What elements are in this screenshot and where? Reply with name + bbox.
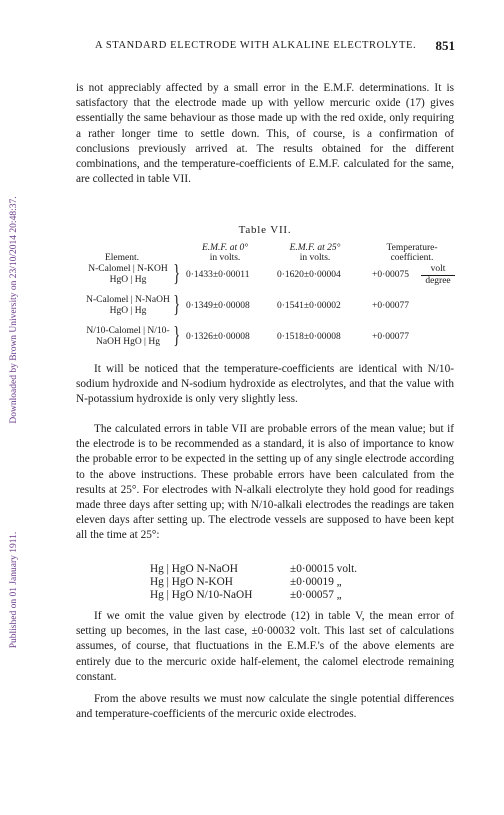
table-row bbox=[76, 292, 456, 325]
row-coef: +0·00075 bbox=[372, 270, 410, 280]
error-list bbox=[150, 563, 410, 602]
header-temp-coef: Temperature- coefficient. bbox=[386, 243, 438, 263]
running-title: A STANDARD ELECTRODE WITH ALKALINE ELECTROLYTE. bbox=[95, 40, 417, 51]
paragraph-5-text: From the above results we must now calculate the single potential differences and temperature-coefficients of the mercuric oxide electrodes. bbox=[76, 693, 454, 721]
paragraph-1-text: is not appreciably affected by a small error in the E.M.F. determinations. It is satisfactory that the electrode made up with yellow mercuric oxide (17) gives essentially the same behaviour as those made up with the red oxide, only requiring a rather longer time to settle down. This, of course, is a confirmation of conclusions previously arrived at. The results obtained for the different combinations, and the temperature-coefficients of E.M.F. calculated for the same, are collected in table VII. bbox=[76, 82, 454, 186]
row-element: N-Calomel | N-KOH HgO | Hg bbox=[88, 264, 168, 285]
paragraph-4-text: If we omit the value given by electrode (12) in table V, the mean error of setting up becomes, in the last case, ±0·00032 volt. This last set of calculations assumes, of course, that fluctuations in the E.M.F.'s of the above elements are entirely due to the mercuric oxide half-element, the calomel electrode remaining constant. bbox=[76, 610, 454, 683]
row-element: N-Calomel | N-NaOH HgO | Hg bbox=[86, 295, 170, 316]
row-emf0: 0·1326±0·00008 bbox=[186, 332, 250, 342]
row-emf25: 0·1518±0·00008 bbox=[277, 332, 341, 342]
paragraph-2 bbox=[76, 362, 454, 408]
row-emf25: 0·1620±0·00004 bbox=[277, 270, 341, 280]
page-number: 851 bbox=[435, 38, 455, 53]
row-coef: +0·00077 bbox=[372, 332, 410, 342]
header-emf0: E.M.F. at 0° in volts. bbox=[201, 243, 249, 263]
paragraph-2-text: It will be noticed that the temperature-coefficients are identical with N/10-sodium hydroxide and N-sodium hydroxide as electrolytes, and that the value with N-potassium hydroxide is only very slightly less. bbox=[76, 363, 454, 406]
error-row: Hg | HgO N-KOH ±0·00019 „ bbox=[150, 576, 342, 588]
paragraph-3 bbox=[76, 422, 454, 544]
row-emf25: 0·1541±0·00002 bbox=[277, 301, 341, 311]
brace: } bbox=[173, 261, 181, 287]
paragraph-1 bbox=[76, 81, 454, 187]
header-emf25: E.M.F. at 25° in volts. bbox=[289, 243, 341, 263]
paragraph-3-text: The calculated errors in table VII are probable errors of the mean value; but if the electrode is to be recommended as a standard, it is also of importance to know the probable error to be expected in the setting up of any single electrode according to the above instructions. These probable errors have been calculated from the results at 25°. For electrodes with N-alkali electrolyte they hold good for readings made three days after setting up; with N/10-alkali electrodes the readings are taken eleven days after setting up. The electrode vessels are supposed to have been kept all the time at 25°: bbox=[76, 423, 454, 542]
table-row bbox=[76, 261, 456, 294]
brace: } bbox=[173, 323, 181, 349]
publish-watermark: Published on 01 January 1911. bbox=[9, 531, 19, 649]
table-row bbox=[76, 323, 456, 356]
running-header bbox=[95, 40, 455, 51]
row-element: N/10-Calomel | N/10- NaOH HgO | Hg bbox=[86, 326, 170, 347]
row-coef: +0·00077 bbox=[372, 301, 410, 311]
download-watermark: Downloaded by Brown University on 23/10/2014 20:48:37. bbox=[9, 196, 19, 424]
row-emf0: 0·1349±0·00008 bbox=[186, 301, 250, 311]
table-title: Table VII. bbox=[238, 224, 292, 236]
header-element: Element. bbox=[104, 253, 140, 263]
paragraph-5 bbox=[76, 692, 454, 722]
error-row: Hg | HgO N-NaOH ±0·00015 volt. bbox=[150, 563, 358, 575]
paragraph-4 bbox=[76, 609, 454, 685]
brace: } bbox=[173, 292, 181, 318]
error-row: Hg | HgO N/10-NaOH ±0·00057 „ bbox=[150, 589, 342, 601]
unit-fraction: volt degree bbox=[421, 264, 455, 287]
row-emf0: 0·1433±0·00011 bbox=[186, 270, 250, 280]
